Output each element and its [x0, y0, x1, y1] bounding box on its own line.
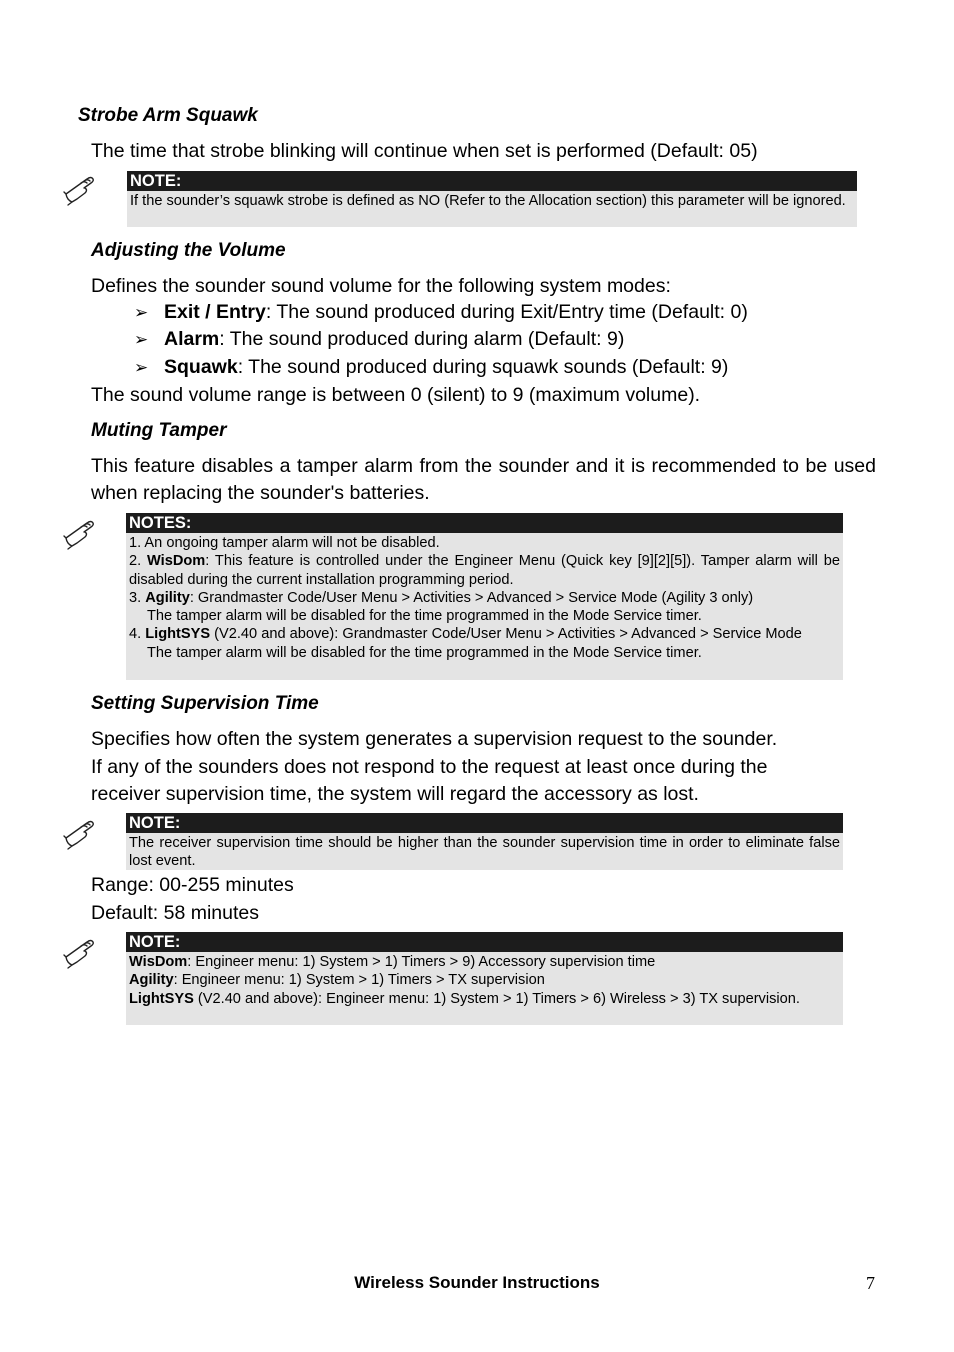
heading-adjusting-volume: Adjusting the Volume — [91, 240, 286, 261]
note-item: 3. Agility: Grandmaster Code/User Menu > Activities > Advanced > Service Mode (Agility 3 only) — [129, 589, 754, 606]
page-number: 7 — [866, 1273, 875, 1293]
note-item: 2. WisDom: This feature is controlled under the Engineer Menu (Quick key [9][2][5]). Tamper alarm will be disabled during the current installation programming period. — [129, 553, 840, 588]
bullet-text: : The sound produced during alarm (Default: 9) — [219, 328, 625, 350]
list-item — [134, 299, 854, 326]
footer-title: Wireless Sounder Instructions — [354, 1273, 600, 1292]
note-box-supervision — [126, 813, 843, 870]
note-box-strobe — [127, 171, 857, 227]
note-hand-icon — [63, 816, 103, 852]
volume-range: The sound volume range is between 0 (silent) to 9 (maximum volume). — [91, 384, 701, 406]
supervision-line: receiver supervision time, the system will regard the accessory as lost. — [91, 783, 699, 805]
note-list — [126, 952, 843, 1010]
supervision-range: Range: 00-255 minutes — [91, 874, 294, 896]
heading-muting-tamper: Muting Tamper — [91, 420, 227, 441]
strobe-description: The time that strobe blinking will continue when set is performed (Default: 05) — [91, 140, 758, 162]
note-text: The receiver supervision time should be higher than the sounder supervision time in order to eliminate false lost event. — [129, 835, 840, 870]
note-hand-icon — [63, 935, 103, 971]
note-item: 1. An ongoing tamper alarm will not be disabled. — [129, 535, 440, 551]
note-item: 4. LightSYS (V2.40 and above): Grandmaster Code/User Menu > Activities > Advanced > Service Mode — [129, 626, 802, 643]
arrow-bullet-icon: ➢ — [134, 358, 149, 377]
note-title: NOTE: — [126, 932, 843, 952]
note-title: NOTES: — [126, 513, 843, 533]
supervision-line: If any of the sounders does not respond to the request at least once during the — [91, 756, 768, 778]
note-hand-icon — [63, 172, 103, 208]
note-list — [126, 533, 843, 664]
volume-intro: Defines the sounder sound volume for the following system modes: — [91, 275, 671, 297]
bullet-term: Squawk — [164, 356, 238, 378]
note-hand-icon — [63, 516, 103, 552]
note-item: LightSYS (V2.40 and above): Engineer menu: 1) System > 1) Timers > 6) Wireless > 3) TX supervision. — [129, 990, 800, 1007]
muting-description: This feature disables a tamper alarm from the sounder and it is recommended to be used when replacing the sounder's batteries. — [91, 455, 876, 504]
note-item: WisDom: Engineer menu: 1) System > 1) Timers > 9) Accessory supervision time — [129, 954, 656, 970]
note-box-menu-paths — [126, 932, 843, 1025]
bullet-text: : The sound produced during squawk sounds (Default: 9) — [237, 356, 729, 378]
heading-strobe-arm-squawk: Strobe Arm Squawk — [78, 105, 258, 126]
bullet-term: Exit / Entry — [164, 301, 266, 323]
bullet-text: : The sound produced during Exit/Entry time (Default: 0) — [265, 301, 748, 323]
note-subitem: The tamper alarm will be disabled for the time programmed in the Mode Service timer. — [147, 644, 702, 661]
supervision-line: Specifies how often the system generates a supervision request to the sounder. — [91, 728, 778, 750]
heading-supervision-time: Setting Supervision Time — [91, 693, 319, 714]
note-subitem: The tamper alarm will be disabled for the time programmed in the Mode Service timer. — [147, 608, 702, 625]
list-item — [134, 354, 854, 381]
note-text: If the sounder’s squawk strobe is defined as NO (Refer to the Allocation section) this parameter will be ignored. — [130, 193, 846, 209]
bullet-term: Alarm — [164, 328, 220, 350]
supervision-default: Default: 58 minutes — [91, 902, 260, 924]
list-item — [134, 326, 854, 353]
note-item: Agility: Engineer menu: 1) System > 1) Timers > TX supervision — [129, 972, 545, 989]
arrow-bullet-icon: ➢ — [134, 303, 149, 322]
note-box-muting — [126, 513, 843, 680]
note-title: NOTE: — [127, 171, 857, 191]
arrow-bullet-icon: ➢ — [134, 330, 149, 349]
note-title: NOTE: — [126, 813, 843, 833]
